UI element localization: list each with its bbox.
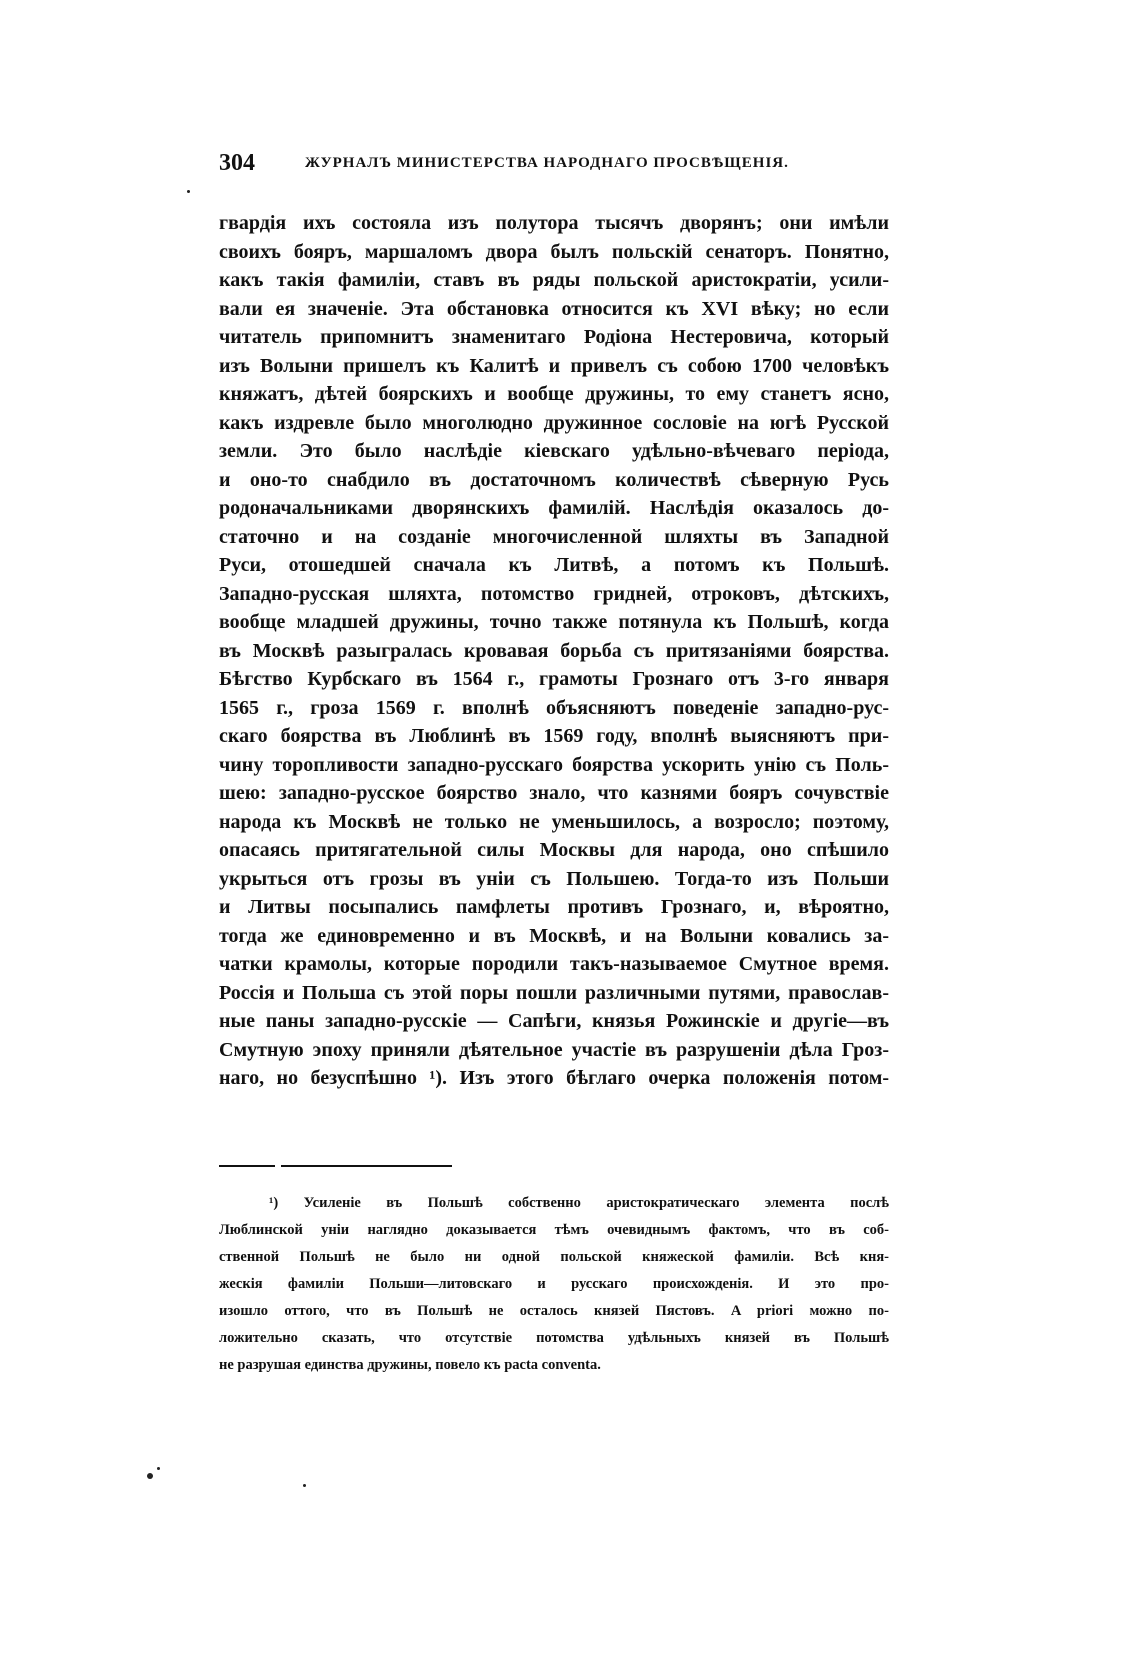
body-line: читатель припомнитъ знаменитаго Родіона Нестеровича, который [219,326,889,348]
body-line: чатки крамолы, которые породили такъ-называемое Смутное время. [219,953,889,975]
body-line: Бѣгство Курбскаго въ 1564 г., грамоты Грознаго отъ 3-го января [219,668,889,690]
body-line: Западно-русская шляхта, потомство гридней, отроковъ, дѣтскихъ, [219,582,889,605]
body-line: княжатъ, дѣтей боярскихъ и вообще дружины, то ему станетъ ясно, [219,383,889,405]
scan-speck [147,1473,153,1479]
body-line: чину торопливости западно-русскаго боярства ускорить унію съ Поль- [219,753,889,776]
body-line: опасаясь притягательной силы Москвы для народа, оно спѣшило [219,839,889,861]
body-line: родоначальниками дворянскихъ фамилій. Наслѣдія оказалось до- [219,497,889,519]
body-line: какъ такія фамиліи, ставъ въ ряды польской аристократіи, усили- [219,269,889,291]
footnote-separator-short [219,1165,275,1167]
footnote [219,1190,889,1379]
body-line: укрыться отъ грозы въ уніи съ Польшею. Тогда-то изъ Польши [219,867,889,890]
body-line: Руси, отошедшей сначала къ Литвѣ, а потомъ къ Польшѣ. [219,554,889,576]
body-line: своихъ бояръ, маршаломъ двора былъ польскій сенаторъ. Понятно, [219,240,889,263]
body-line: тогда же единовременно и въ Москвѣ, и на Волыни ковались за- [219,924,889,947]
body-line: 1565 г., гроза 1569 г. вполнѣ объясняютъ поведеніе западно-рус- [219,696,889,719]
body-line: статочно и на созданіе многочисленной шляхты въ Западной [219,525,889,548]
running-title: ЖУРНАЛЪ МИНИСТЕРСТВА НАРОДНАГО ПРОСВѢЩЕНІЯ. [305,155,789,171]
body-line: какъ издревле было многолюдно дружинное сословіе на югѣ Русской [219,411,889,434]
footnote-line: ственной Польшѣ не было ни одной польской княжеской фамиліи. Всѣ кня- [219,1249,889,1265]
scan-speck [187,190,190,193]
page-header [219,150,889,190]
body-line: Смутную эпоху приняли дѣятельное участіе въ разрушеніи дѣла Гроз- [219,1038,889,1061]
body-line: земли. Это было наслѣдіе кіевскаго удѣльно-вѣчеваго періода, [219,440,889,462]
body-line: въ Москвѣ разыгралась кровавая борьба съ притязаніями боярства. [219,639,889,662]
footnote-separator-long [281,1165,452,1167]
footnote-line: изошло оттого, что въ Польшѣ не осталось князей Пястовъ. A priori можно по- [219,1303,889,1319]
body-line: вообще младшей дружины, точно также потянула къ Польшѣ, когда [219,611,889,633]
body-line: ные паны западно-русскіе — Сапѣги, князья Рожинскіе и другіе—въ [219,1010,889,1032]
body-line: народа къ Москвѣ не только не уменьшилось, а возросло; поэтому, [219,810,889,833]
body-line: и Литвы посыпались памфлеты противъ Грознаго, и, вѣроятно, [219,896,889,918]
scan-speck [157,1467,160,1470]
footnote-line: ложительно сказать, что отсутствіе потомства удѣльныхъ князей въ Польшѣ [219,1330,889,1346]
body-line: вали ея значеніе. Эта обстановка относится къ XVI вѣку; но если [219,297,889,320]
body-line: гвардія ихъ состояла изъ полутора тысячъ дворянъ; они имѣли [219,212,889,234]
body-line: Россія и Польша съ этой поры пошли различными путями, православ- [219,981,889,1004]
footnote-line: не разрушая единства дружины, повело къ pacta conventa. [219,1357,601,1373]
body-line: наго, но безуспѣшно ¹). Изъ этого бѣглаго очерка положенія потом- [219,1067,889,1089]
footnote-line: ¹) Усиленіе въ Польшѣ собственно аристократическаго элемента послѣ [269,1195,889,1211]
body-line: скаго боярства въ Люблинѣ въ 1569 году, вполнѣ выясняютъ при- [219,725,889,747]
body-line: изъ Волыни пришелъ къ Калитѣ и привелъ съ собою 1700 человѣкъ [219,354,889,377]
scan-speck [303,1484,306,1487]
footnote-line: жескія фамиліи Польши—литовскаго и русскаго происхожденія. И это про- [219,1276,889,1292]
body-line: шею: западно-русское боярство знало, что казнями бояръ сочувствіе [219,782,889,804]
page-number: 304 [219,150,255,176]
main-body-text [219,209,889,1093]
footnote-line: Люблинской уніи наглядно доказывается тѣмъ очевиднымъ фактомъ, что въ соб- [219,1222,889,1238]
body-line: и оно-то снабдило въ достаточномъ количествѣ сѣверную Русь [219,468,889,491]
